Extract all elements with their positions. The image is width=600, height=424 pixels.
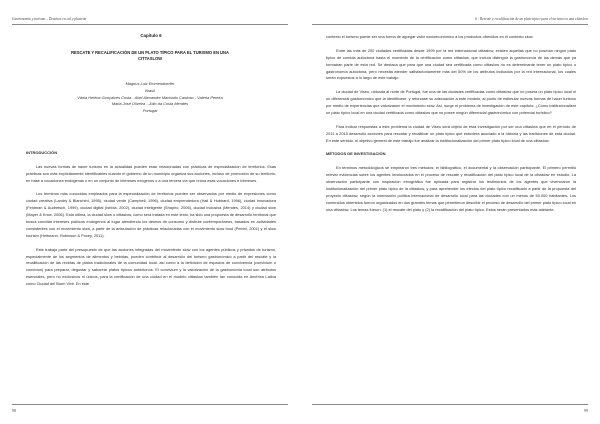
paragraph: Los términos más conocidos empleados para la especialización de territorios pueden ser observados por medio de expresiones como ciudad creativa (Landry & Bianchini, 1995), ciudad verde (Campbell, 1996), ciudad emprendedora (Hall & Hubbard, 1996), ciudad innovadora (Feldman & Audretsch, 1999), ciudad digital (Ishida, 2002), ciudad inteligente (Shapiro, 2006), ciudad inclusiva (Mendes, 2014) y ciudad slow (Mayer & Knox, 2006). Esta última, la ciudad slow o cittaslow, como será tratada en este texto, ha sido una propuesta de desarrollo territorial que busca conciliar intereses públicos endógenos al lugar atendiendo los deseos de consumo y disfrute contemporáneos, basados en actividades consistentes con el movimiento slow, a partir de la articulación de prácticas relacionadas con el movimiento slow food (Petrini, 2001) y el slow tourism (Heitmann, Robinson & Povey, 2011). [26,191,276,238]
left-header-rule [12,24,288,25]
left-running-head: Gastronomía y turismo – Destinos en cal y plastrán [12,17,87,21]
right-page [300,0,600,424]
right-header-rule [312,24,588,25]
author-country: Brasil [145,87,155,93]
right-footer-rule [312,404,588,405]
author-country: Portugal [142,108,158,114]
right-page-number: 99 [584,408,588,413]
paragraph: La ciudad de Viseu, ubicada al norte de Portugal, fue una de las ciudades certificadas como cittaslow que no poseía un plato típico local ni un diferencial gastronómico que la identificase, y reforzase su adecuación a este modelo, al punto de estimular nuevas formas de hacer turismo por medio de experiencias que valorizasen el movimiento slow. Así, surge el problema de investigación de este capítulo: ¿Cómo institucionalizar un plato típico local en una ciudad certificada como cittaslow que no posee ningún diferencial gastronómico con potencial turístico? [326,89,576,115]
paragraph: contexto el turismo puede ser una forma de agregar valor socioeconómico a los productos ofrecidos en el contexto slow. [326,34,534,39]
left-page-number: 98 [12,408,16,413]
paragraph: Para indicar respuestas a este problema la ciudad de Viseu será objeto de esta investigación por ser una cittaslow que en el período de 2011 a 2015 desarrolló acciones para rescatar y recalificar un plato típico que estuviera asociado a la historia y las tradiciones de esta ciudad. En este sentido, el objetivo general de este trabajo fue analizar la institucionalización del primer plato típico local de una cittaslow. [326,123,576,143]
author-block [40,81,260,115]
paragraph: Las nuevas formas de hacer turismo en la actualidad pueden estar relacionadas con prácticas de especialización de territorios. Esas prácticas son más explícitamente identificables cuando el gobierno de un municipio organiza sus acciones, incluso de promoción de su territorio, en base a vocaciones endógenas o en un conjunto de intereses exógenos o a una tercera vía que reúna esas vocaciones e intereses. [26,163,276,183]
chapter-label: Capítulo 6 [140,33,162,38]
right-body [326,34,576,220]
paragraph: Entre las más de 200 ciudades certificadas desde 1999 por la red internacional cittaslow, existen aquellas que no poseían ningún plato típico de comida autóctona hasta el momento de la certificación como cittaslow, que incluía distinguir la gastronomía de las demás que ya formaban parte de esta red. Se destaca que para que una ciudad sea certificada como cittaslow no es determinante tener un plato típico o gastronomía autóctona, pero necesita atender satisfactoriamente más del 50% de los atributos indicados por la red internacional, los cuales serán expuestos a lo largo de este trabajo. [326,47,576,81]
section-heading-methods: MÉTODOS DE INVESTIGACIÓN [326,151,386,157]
section-heading-introduction: INTRODUCCIÓN [26,150,58,155]
author-line: Magnus Luiz Emmendoerfer [125,81,175,86]
chapter-title: RESCATE Y RECALIFICACIÓN DE UN PLATO TÍPICO PARA EL TURISMO EN UNA CITTASLOW [71,50,229,62]
author-line: Maria José Oliveira - Júlio da Costa Mendes [111,101,189,107]
left-body [26,150,276,295]
author-line: Vânia Heléna Gonçalves Costa - Abel Alexandre Machado Cardoso - Valéria Pereira [77,94,223,100]
paragraph: En términos metodológicos se emplearon tres métodos: el bibliográfico, el documental y la observación participante. El primero permitió relevar evidencias sobre los agentes involucrados en el proceso de rescate y recalificación del plato típico local de la cittaslow en estudio. La observación participante con inspiración etnográfica fue aplicada para registrar los testimonios de los agentes que vivenciaron la institucionalización del primer plato típico de la cittaslow, y para aprehender los efectos del plato típico recalificado a partir de la propuesta del proyecto cittaslow, según la orientación política internacional de desarrollo local para las ciudades con un menos de 50.000 habitantes. Los contenidos obtenidos fueron organizados en dos grandes temas que permitieron describir el proceso de desarrollo del primer plato típico local en una cittaslow. Los temas fueron: (1) el rescate del plato y (2) la recalificación del plato típico. Estos serán presentados más adelante. [326,165,577,212]
right-running-head: 6 - Rescate y recalificación de un plato típico para el turismo en una cittaslow [475,17,588,21]
paragraph: Este trabajo parte del presupuesto de que las acciones integradas del movimiento slow con los agentes públicos y privados de turismo, especialmente de los segmentos de alimentos y bebidas, pueden contribuir al desarrollo del turismo gastronómico a partir del rescate y la recalificación de las recetas de platos tradicionales de la comunidad local, así como a la definición de espacios de convivencia (convivium o convivios) para preparar, degustar y saborear platos típicos autóctonos. El convivium y la valorización de la gastronomía local son atributos esenciales, pero no exclusivos ni únicos, para la certificación de una ciudad en el modelo cittaslow también tan conocida en América Latina como Ciudad del Buen Vivir. En este [26,246,276,287]
left-footer-rule [12,404,288,405]
